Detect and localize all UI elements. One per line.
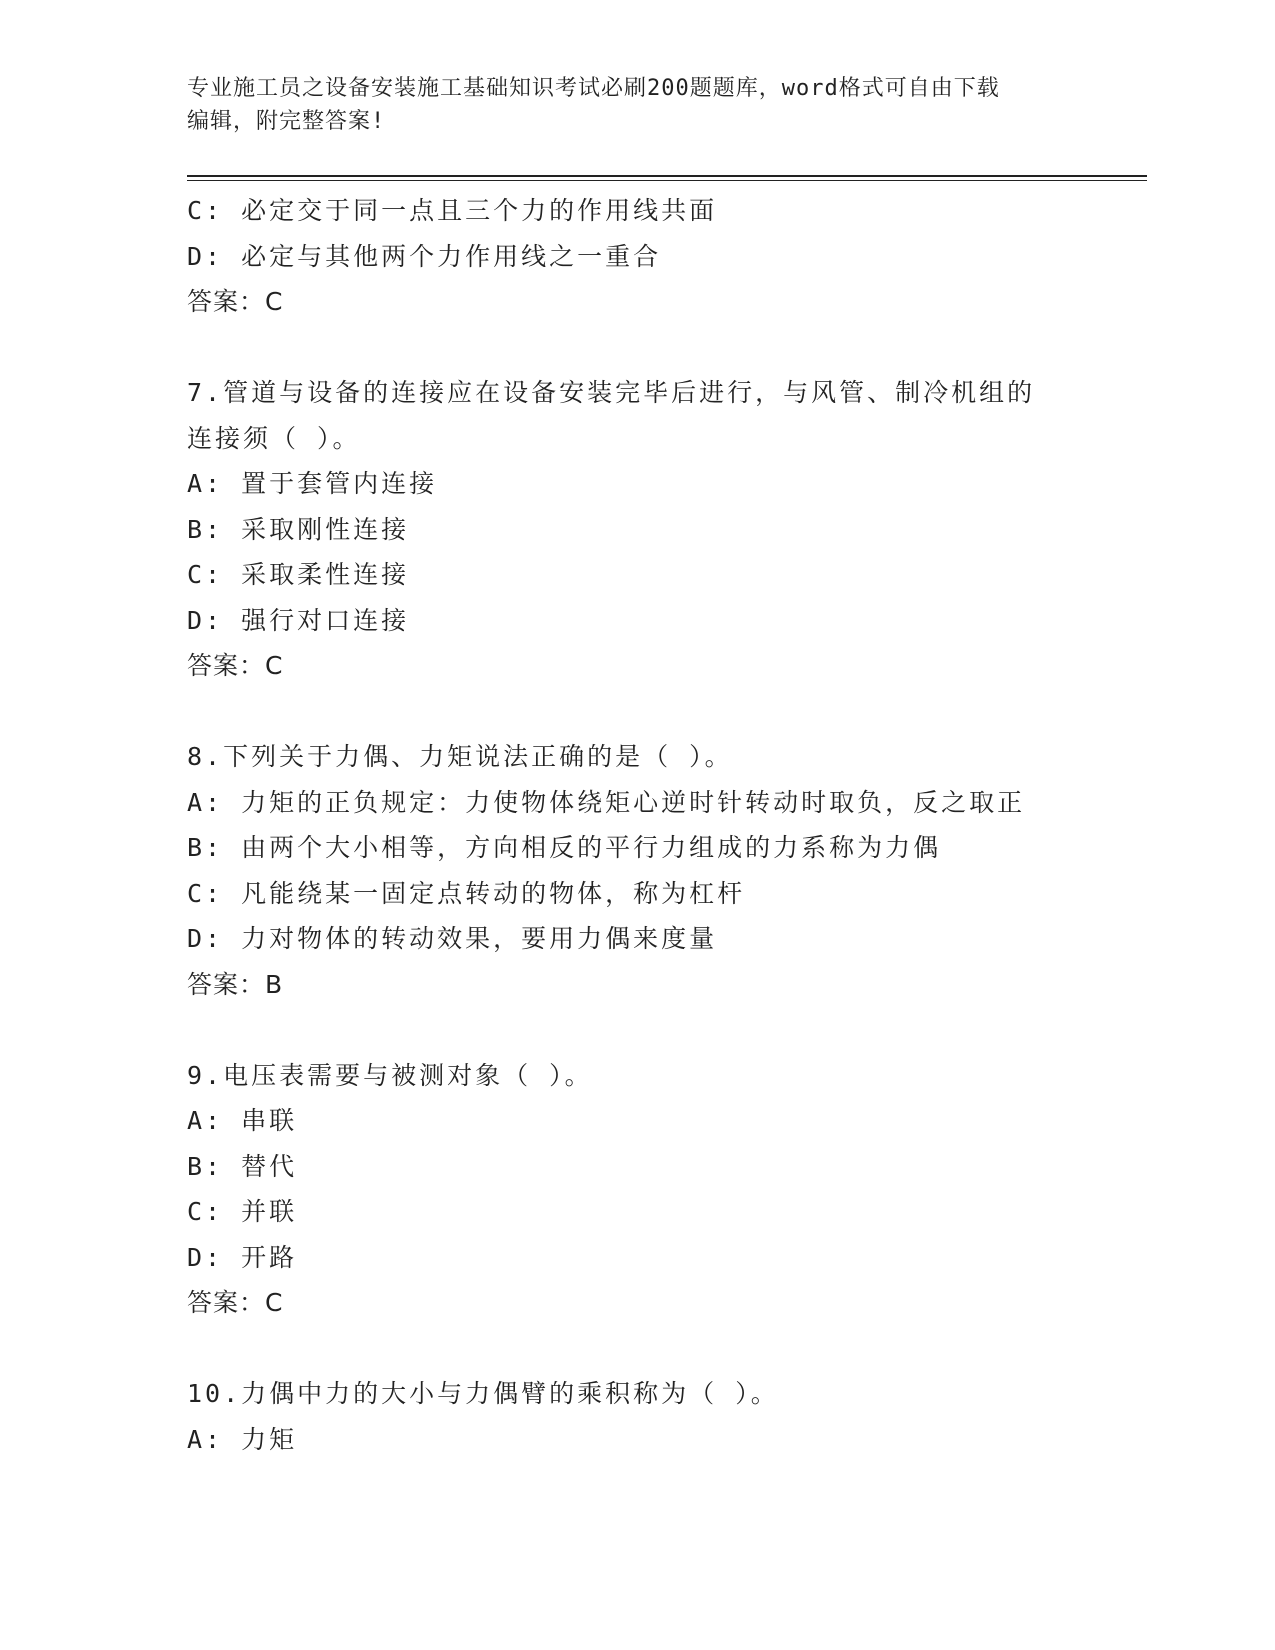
question-10 <box>187 1371 1147 1462</box>
option-b: B: 采取刚性连接 <box>187 514 410 544</box>
option-d: D: 开路 <box>187 1242 298 1272</box>
header-divider-thin <box>187 180 1147 181</box>
option-a: A: 力矩的正负规定：力使物体绕矩心逆时针转动时取负，反之取正 <box>187 787 1026 817</box>
option-a: A: 串联 <box>187 1106 298 1135</box>
option-d: D: 力对物体的转动效果，要用力偶来度量 <box>187 924 718 953</box>
question-9 <box>187 1053 1147 1326</box>
spacer <box>187 1326 1147 1372</box>
document-page <box>187 0 1147 1650</box>
document-header <box>187 72 1087 138</box>
header-title-line-2: 编辑，附完整答案! <box>187 109 386 134</box>
spacer <box>187 689 1147 735</box>
option-c: C: 并联 <box>187 1197 298 1226</box>
question-stem-continued: 连接须（ ）。 <box>187 423 361 453</box>
option-d: D: 必定与其他两个力作用线之一重合 <box>187 241 662 271</box>
question-list <box>187 188 1147 1462</box>
answer: 答案：C <box>187 287 284 316</box>
header-title-line-1: 专业施工员之设备安装施工基础知识考试必刷200题题库，word格式可自由下载 <box>187 76 1000 101</box>
option-c: C: 凡能绕某一固定点转动的物体，称为杠杆 <box>187 878 746 908</box>
question-8 <box>187 734 1147 1007</box>
option-b: B: 由两个大小相等，方向相反的平行力组成的力系称为力偶 <box>187 833 942 862</box>
question-7 <box>187 370 1147 689</box>
option-a: A: 置于套管内连接 <box>187 469 438 498</box>
option-a: A: 力矩 <box>187 1424 298 1454</box>
answer: 答案：B <box>187 969 284 999</box>
header-divider-thick <box>187 175 1147 177</box>
spacer <box>187 1007 1147 1053</box>
answer: 答案：C <box>187 1288 284 1317</box>
question-stem: 7.管道与设备的连接应在设备安装完毕后进行，与风管、制冷机组的 <box>187 378 1036 407</box>
option-d: D: 强行对口连接 <box>187 605 410 635</box>
spacer <box>187 325 1147 371</box>
question-6 <box>187 188 1147 325</box>
question-stem: 8.下列关于力偶、力矩说法正确的是（ ）。 <box>187 742 733 771</box>
answer: 答案：C <box>187 651 284 680</box>
option-b: B: 替代 <box>187 1151 298 1181</box>
question-stem: 10.力偶中力的大小与力偶臂的乘积称为（ ）。 <box>187 1379 779 1408</box>
option-c: C: 必定交于同一点且三个力的作用线共面 <box>187 196 718 225</box>
question-stem: 9.电压表需要与被测对象（ ）。 <box>187 1060 593 1090</box>
option-c: C: 采取柔性连接 <box>187 560 410 589</box>
